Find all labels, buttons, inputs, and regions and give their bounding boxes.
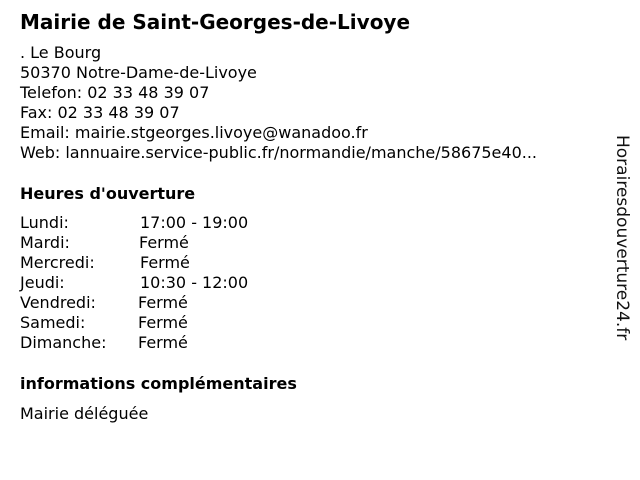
additional-info-text: Mairie déléguée xyxy=(20,404,149,423)
address-city: 50370 Notre-Dame-de-Livoye xyxy=(20,63,257,82)
day-label: Mercredi: xyxy=(20,253,95,272)
time-value: Fermé xyxy=(139,233,189,252)
contact-block xyxy=(20,43,537,163)
hours-row-lundi xyxy=(20,213,320,233)
hours-row-samedi xyxy=(20,313,320,333)
hours-row-mardi xyxy=(20,233,320,253)
additional-info-heading: informations complémentaires xyxy=(20,374,297,393)
day-label: Vendredi: xyxy=(20,293,96,312)
time-value: Fermé xyxy=(138,293,188,312)
address-street: . Le Bourg xyxy=(20,43,102,62)
fax-number: Fax: 02 33 48 39 07 xyxy=(20,103,180,122)
hours-row-dimanche xyxy=(20,333,320,353)
time-value: 10:30 - 12:00 xyxy=(140,273,249,292)
day-label: Lundi: xyxy=(20,213,69,232)
time-value: Fermé xyxy=(140,253,190,272)
website-link[interactable]: Web: lannuaire.service-public.fr/normandie/manche/58675e40... xyxy=(20,143,538,162)
site-watermark: Horairesdouverture24.fr xyxy=(612,135,632,341)
day-label: Dimanche: xyxy=(20,333,107,352)
time-value: Fermé xyxy=(138,313,188,332)
hours-row-vendredi xyxy=(20,293,320,313)
time-value: 17:00 - 19:00 xyxy=(140,213,249,232)
hours-row-jeudi xyxy=(20,273,320,293)
email-link[interactable]: Email: mairie.stgeorges.livoye@wanadoo.fr xyxy=(20,123,368,142)
day-label: Samedi: xyxy=(20,313,86,332)
phone-number[interactable]: Telefon: 02 33 48 39 07 xyxy=(20,83,210,102)
opening-hours-table xyxy=(20,213,320,353)
hours-row-mercredi xyxy=(20,253,320,273)
time-value: Fermé xyxy=(138,333,188,352)
day-label: Mardi: xyxy=(20,233,70,252)
day-label: Jeudi: xyxy=(20,273,65,292)
page-title: Mairie de Saint-Georges-de-Livoye xyxy=(20,10,411,34)
opening-hours-heading: Heures d'ouverture xyxy=(20,184,196,203)
